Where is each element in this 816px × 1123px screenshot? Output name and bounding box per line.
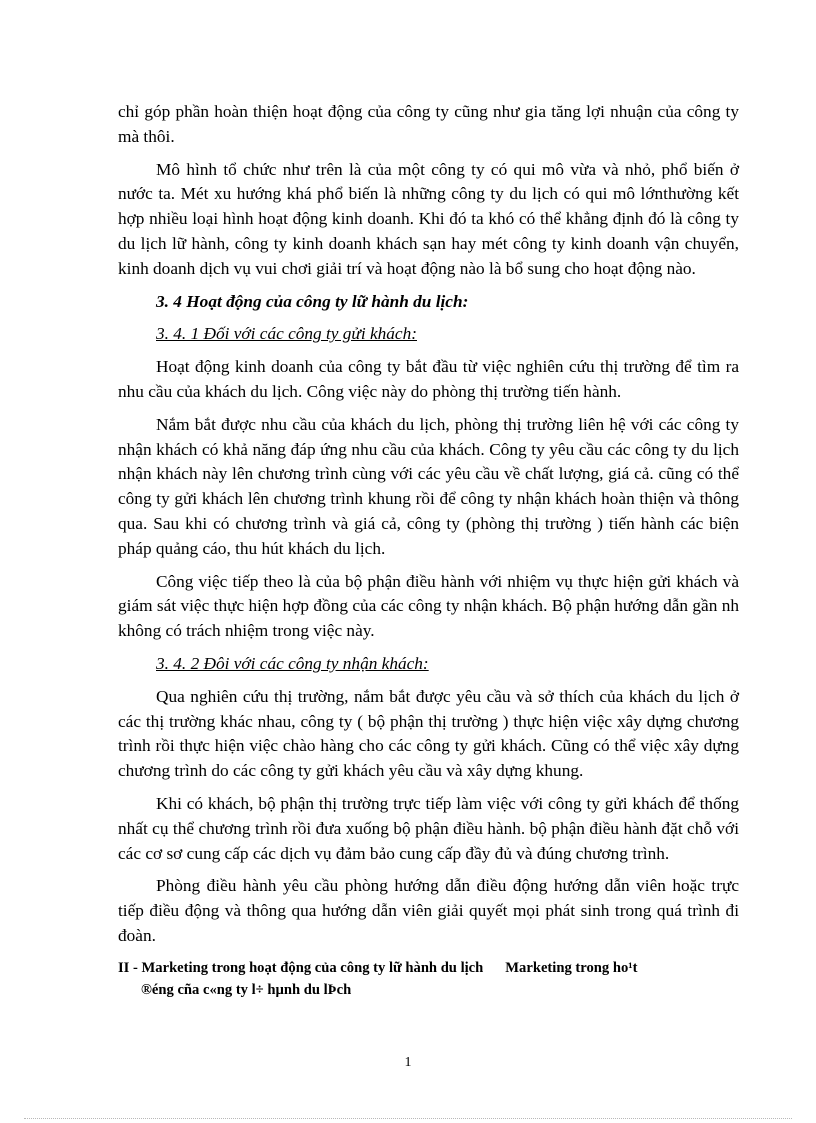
paragraph-intro: chỉ góp phần hoàn thiện hoạt động của công ty cũng như gia tăng lợi nhuận của công ty mà thôi. bbox=[118, 102, 739, 146]
document-body bbox=[118, 100, 739, 1001]
section-heading-part-a: II - Marketing trong hoạt động của công ty lữ hành du lịch bbox=[118, 959, 484, 976]
paragraph-market-research: Hoạt động kinh doanh của công ty bắt đầu từ việc nghiên cứu thị trường để tìm ra nhu cầu của khách du lịch. Công việc này do phòng thị trường tiến hành. bbox=[118, 357, 739, 401]
page-number: 1 bbox=[404, 1055, 412, 1070]
paragraph-customer-needs: Nắm bắt được nhu cầu của khách du lịch, phòng thị trường liên hệ với các công ty nhận khách có khả năng đáp ứng nhu cầu của khách. Công ty yêu cầu các công ty du lịch nhận khách này lên chương trình cùng với các yêu cầu về chất lượng, giá cả. cũng có thể công ty gửi khách lên chương trình khung rồi để công ty nhận khách hoàn thiện và thông qua. Sau khi có chương trình và giá cả, công ty (phòng thị trường ) tiến hành các biện pháp quảng cáo, thu hút khách du lịch. bbox=[118, 414, 739, 558]
section-heading-marketing bbox=[118, 957, 739, 1001]
page-bottom-divider bbox=[24, 1118, 792, 1119]
paragraph-operations: Công việc tiếp theo là của bộ phận điều hành với nhiệm vụ thực hiện gửi khách và giám sát việc thực hiện hợp đồng của các công ty nhận khách. Bộ phận hướng dẫn gần nh không có trách nhiệm trong việc này. bbox=[118, 571, 739, 641]
paragraph-operations-dept: Phòng điều hành yêu cầu phòng hướng dẫn điều động hướng dẫn viên hoặc trực tiếp điều động và thông qua hướng dẫn viên giải quyết mọi phát sinh trong quá trình đi đoàn. bbox=[118, 876, 739, 945]
paragraph-receiving-guests: Khi có khách, bộ phận thị trường trực tiếp làm việc với công ty gửi khách để thống nhất cụ thể chương trình rồi đưa xuống bộ phận điều hành. bộ phận điều hành đặt chỗ với các cơ sơ cung cấp các dịch vụ đảm bảo cung cấp đầy đủ và đúng chương trình. bbox=[118, 793, 739, 863]
heading-3-4-2: 3. 4. 2 Đôi với các công ty nhận khách: bbox=[156, 653, 429, 673]
heading-3-4: 3. 4 Hoạt động của công ty lữ hành du lịch: bbox=[156, 291, 469, 311]
paragraph-receiving-research: Qua nghiên cứu thị trường, nắm bắt được yêu cầu và sở thích của khách du lịch ở các thị trường khác nhau, công ty ( bộ phận thị trường ) thực hiện việc xây dựng chương trình rồi thực hiện việc chào hàng cho các công ty gửi khách. Cũng có thể việc xây dựng chương trình do các công ty gửi khách yêu cầu và xây dựng khung. bbox=[118, 686, 739, 781]
paragraph-org-model: Mô hình tổ chức như trên là của một công ty có qui mô vừa và nhỏ, phổ biến ở nước ta. Mét xu hướng khá phổ biến là những công ty du lịch có qui mô lớnthường kết hợp nhiều loại hình hoạt động kinh doanh. Khi đó ta khó có thể khẳng định đó là công ty du lịch lữ hành, công ty kinh doanh khách sạn hay mét công ty kinh doanh vận chuyển, kinh doanh dịch vụ vui chơi giải trí và hoạt động nào là bổ sung cho hoạt động nào. bbox=[118, 159, 739, 278]
section-heading-part-b: Marketing trong ho¹t bbox=[505, 959, 638, 976]
heading-3-4-1: 3. 4. 1 Đối với các công ty gửi khách: bbox=[156, 324, 417, 344]
section-heading-part-c: ®éng cña c«ng ty l÷ hµnh du lÞch bbox=[141, 981, 352, 998]
